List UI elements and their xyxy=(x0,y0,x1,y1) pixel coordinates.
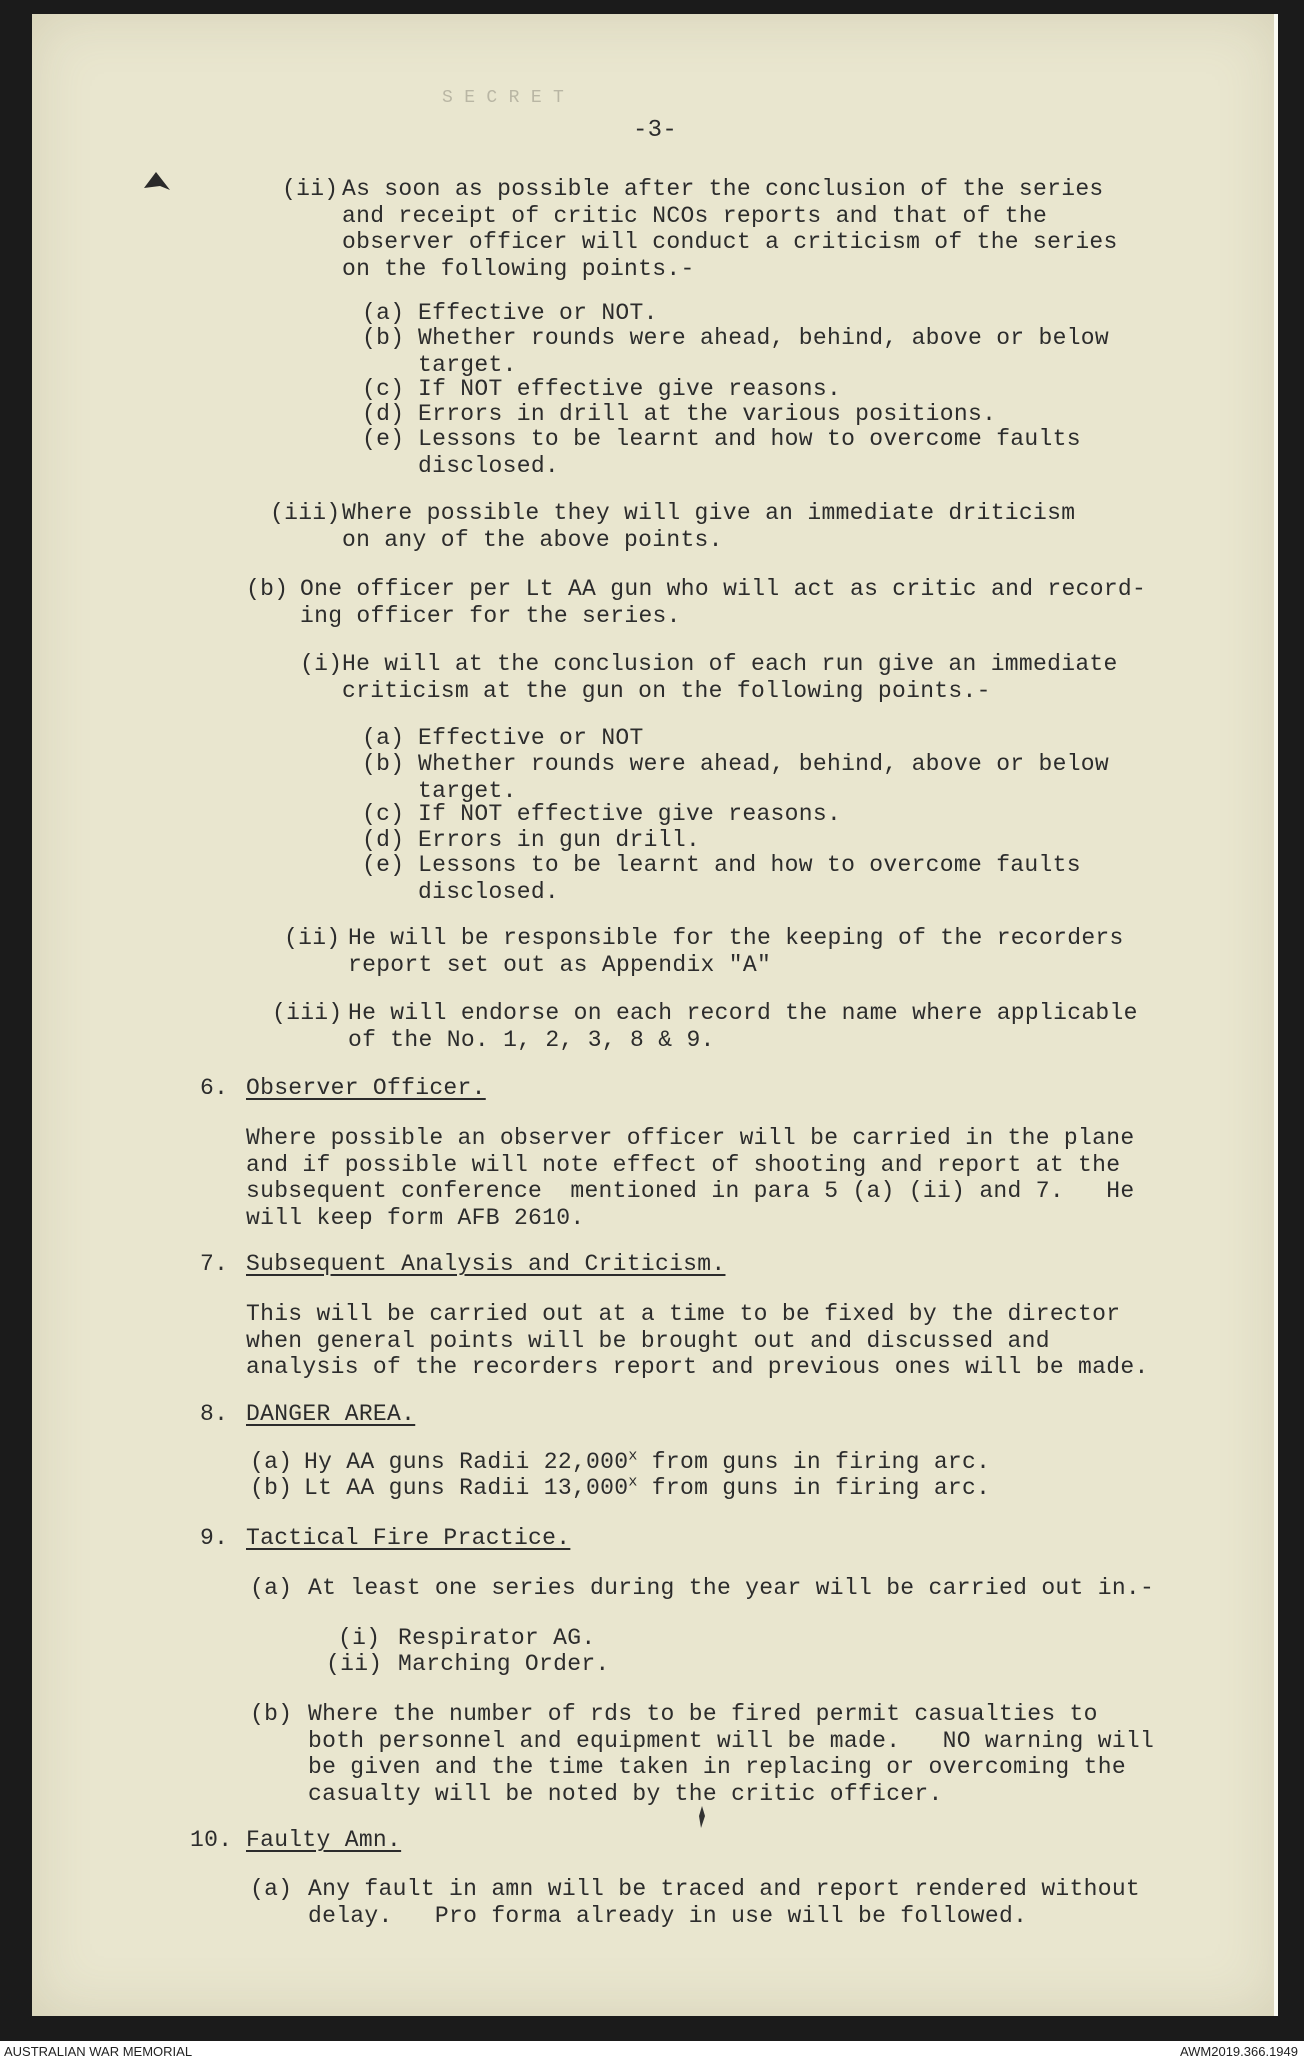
para-label: (ii) xyxy=(282,176,339,202)
footer-institution: AUSTRALIAN WAR MEMORIAL xyxy=(4,2044,193,2059)
para-label: (b) xyxy=(250,1701,293,1727)
paragraph-line: subsequent conference mentioned in para 5 (a) (ii) and 7. He xyxy=(246,1178,1135,1204)
item-line: If NOT effective give reasons. xyxy=(418,376,842,402)
footer-accession-number: AWM2019.366.1949 xyxy=(1179,2044,1298,2059)
item-label: (d) xyxy=(362,401,405,427)
item-line: Whether rounds were ahead, behind, above or below xyxy=(418,751,1110,777)
paragraph-line: delay. Pro forma already in use will be followed. xyxy=(308,1902,1028,1929)
document-page xyxy=(32,14,1278,2016)
item-label: (b) xyxy=(250,1475,293,1501)
paragraph-line: As soon as possible after the conclusion of the series xyxy=(342,176,1104,202)
item-line: target. xyxy=(418,351,517,378)
danger-area-text: from guns in firing arc. xyxy=(637,1449,991,1475)
paragraph-line: observer officer will conduct a criticism of the series xyxy=(342,229,1118,255)
archive-footer xyxy=(0,2041,1304,2061)
para-label: (iii) xyxy=(272,1000,343,1026)
paragraph-line: both personnel and equipment will be made. NO warning will xyxy=(308,1727,1155,1754)
para-label: (ii) xyxy=(284,925,341,951)
section-number: 8. xyxy=(200,1401,229,1427)
paragraph-line: He will at the conclusion of each run give an immediate xyxy=(342,651,1118,677)
item-line: target. xyxy=(418,777,517,804)
paragraph-line: of the No. 1, 2, 3, 8 & 9. xyxy=(348,1026,715,1053)
danger-area-text: Lt AA guns Radii 13,000 xyxy=(304,1475,629,1501)
item-label: (d) xyxy=(362,827,405,853)
paragraph-line: be given and the time taken in replacing or overcoming the xyxy=(308,1754,1126,1780)
paragraph-line: report set out as Appendix "A" xyxy=(348,951,772,978)
paragraph-line: One officer per Lt AA gun who will act as critic and record- xyxy=(300,576,1147,602)
item-label: (e) xyxy=(362,852,405,878)
item-label: (b) xyxy=(362,325,405,351)
document-body xyxy=(32,14,1278,2016)
paragraph-line: This will be carried out at a time to be fixed by the director xyxy=(246,1301,1121,1327)
section-heading: Tactical Fire Practice. xyxy=(246,1525,571,1551)
item-line: If NOT effective give reasons. xyxy=(418,801,842,827)
para-label: (iii) xyxy=(270,500,341,526)
paragraph-line: Any fault in amn will be traced and report rendered without xyxy=(308,1876,1141,1902)
superscript-mark: x xyxy=(628,1447,638,1465)
item-line: Lessons to be learnt and how to overcome faults xyxy=(418,852,1081,878)
paragraph-line: and if possible will note effect of shooting and report at the xyxy=(246,1151,1121,1178)
section-heading: DANGER AREA. xyxy=(246,1401,416,1427)
paragraph-line: on the following points.- xyxy=(342,255,695,282)
ink-blot-icon xyxy=(692,1804,712,1830)
danger-area-text: from guns in firing arc. xyxy=(637,1475,991,1501)
para-label: (i) xyxy=(300,651,343,677)
danger-area-line xyxy=(304,1447,991,1475)
paragraph-line: and receipt of critic NCOs reports and that of the xyxy=(342,202,1048,229)
section-number: 6. xyxy=(200,1075,229,1101)
item-label: (a) xyxy=(250,1449,293,1475)
item-line: Marching Order. xyxy=(398,1651,610,1677)
item-label: (i) xyxy=(338,1625,381,1651)
item-line: Errors in gun drill. xyxy=(418,827,701,853)
para-label: (b) xyxy=(246,576,289,602)
paragraph-line: on any of the above points. xyxy=(342,526,723,553)
item-label: (e) xyxy=(362,426,405,452)
item-line: Lessons to be learnt and how to overcome faults xyxy=(418,426,1081,452)
para-label: (a) xyxy=(250,1575,293,1601)
paragraph-line: He will endorse on each record the name where applicable xyxy=(348,1000,1138,1026)
item-line: disclosed. xyxy=(418,878,560,905)
paragraph-line: Where possible an observer officer will be carried in the plane xyxy=(246,1125,1135,1151)
item-label: (a) xyxy=(362,300,405,326)
paragraph-line: casualty will be noted by the critic officer. xyxy=(308,1780,943,1807)
item-label: (a) xyxy=(362,725,405,751)
paragraph-line: will keep form AFB 2610. xyxy=(246,1204,585,1231)
superscript-mark: x xyxy=(628,1473,638,1491)
paragraph-line: He will be responsible for the keeping of the recorders xyxy=(348,925,1124,951)
paragraph-line: ing officer for the series. xyxy=(300,602,681,629)
ink-mark-icon xyxy=(142,170,172,192)
paragraph-line: criticism at the gun on the following points.- xyxy=(342,677,991,704)
danger-area-text: Hy AA guns Radii 22,000 xyxy=(304,1449,629,1475)
item-label: (c) xyxy=(362,801,405,827)
paragraph-line: At least one series during the year will be carried out in.- xyxy=(308,1575,1155,1601)
item-label: (b) xyxy=(362,751,405,777)
page-number: -3- xyxy=(632,117,678,144)
paragraph-line: Where the number of rds to be fired permit casualties to xyxy=(308,1701,1098,1727)
section-number: 9. xyxy=(200,1525,229,1551)
paragraph-line: analysis of the recorders report and previous ones will be made. xyxy=(246,1354,1149,1380)
item-label: (c) xyxy=(362,376,405,402)
paragraph-line: Where possible they will give an immediate driticism xyxy=(342,500,1076,526)
para-label: (a) xyxy=(250,1876,293,1902)
item-line: Whether rounds were ahead, behind, above or below xyxy=(418,325,1110,351)
section-number: 10. xyxy=(190,1827,233,1853)
paragraph-line: when general points will be brought out and discussed and xyxy=(246,1327,1050,1354)
item-line: Errors in drill at the various positions. xyxy=(418,401,997,427)
faint-header-stamp: S E C R E T xyxy=(442,88,565,108)
item-label: (ii) xyxy=(326,1651,383,1677)
section-number: 7. xyxy=(200,1251,229,1277)
item-line: disclosed. xyxy=(418,452,560,479)
item-line: Effective or NOT xyxy=(418,725,644,751)
section-heading: Observer Officer. xyxy=(246,1075,486,1101)
item-line: Effective or NOT. xyxy=(418,300,658,326)
section-heading: Faulty Amn. xyxy=(246,1827,402,1853)
danger-area-line xyxy=(304,1473,991,1501)
section-heading: Subsequent Analysis and Criticism. xyxy=(246,1251,726,1277)
item-line: Respirator AG. xyxy=(398,1625,596,1651)
